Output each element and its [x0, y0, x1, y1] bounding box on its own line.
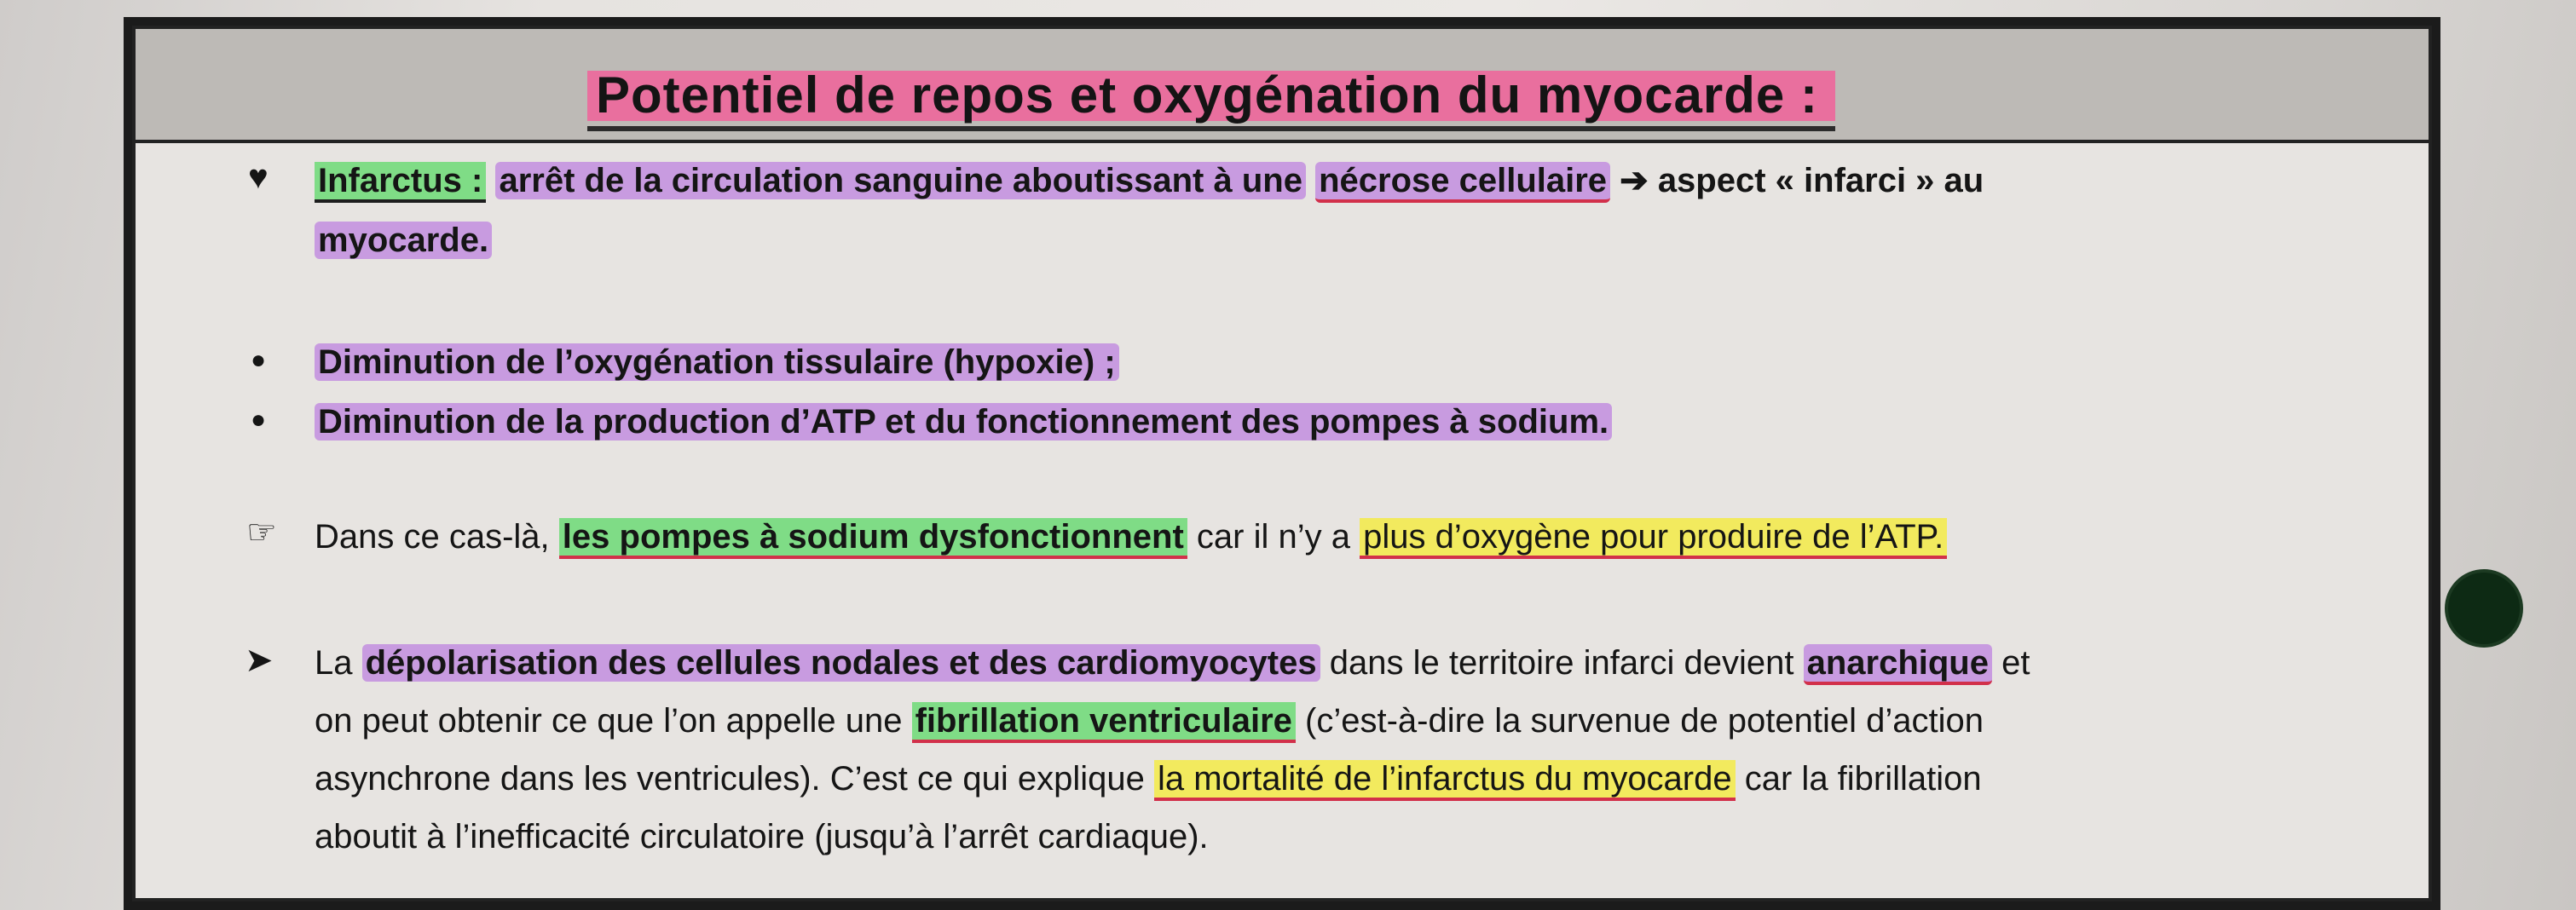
bullet-item-hypoxie	[315, 340, 1119, 384]
consequence-link: car il n’y a	[1196, 518, 1350, 556]
heart-bullet-icon: ♥	[248, 158, 269, 196]
text-segment: dans le territoire infarci devient	[1329, 644, 1794, 682]
bullet-text: Diminution de la production d’ATP et du fonctionnement des pompes à sodium.	[315, 403, 1612, 441]
infarctus-line-2	[315, 218, 492, 262]
page-title: Potentiel de repos et oxygénation du myocarde :	[587, 65, 1835, 131]
pompes-dysfonction: les pompes à sodium dysfonctionnent	[559, 518, 1187, 559]
infarctus-definition: arrêt de la circulation sanguine aboutissant à une	[495, 162, 1305, 199]
mortalite-term: la mortalité de l’infarctus du myocarde	[1154, 760, 1736, 801]
paragraph-line-1	[315, 641, 2030, 685]
consequence-intro: Dans ce cas-là,	[315, 518, 550, 556]
fibrillation-term: fibrillation ventriculaire	[912, 702, 1296, 743]
bullet-text: Diminution de l’oxygénation tissulaire (hypoxie) ;	[315, 343, 1119, 381]
anarchique-term: anarchique	[1804, 644, 1992, 685]
text-segment: (c’est-à-dire la survenue de potentiel d’action	[1305, 702, 1984, 740]
disc-bullet-icon: ●	[251, 406, 267, 434]
paragraph-line-4	[315, 815, 1209, 859]
arrow-icon: ➔	[1620, 162, 1649, 199]
paragraph-line-3	[315, 757, 1982, 801]
consequence-line	[315, 515, 1947, 559]
text-segment: et	[2001, 644, 2030, 682]
infarctus-continuation: myocarde.	[315, 222, 492, 259]
bullet-item-atp	[315, 400, 1612, 444]
text-segment: aboutit à l’inefficacité circulatoire (jusqu’à l’arrêt cardiaque).	[315, 818, 1209, 855]
disc-bullet-icon: ●	[251, 346, 267, 374]
necrose-term: nécrose cellulaire	[1315, 162, 1610, 203]
title-bar	[136, 29, 2429, 143]
note-box	[132, 26, 2432, 901]
text-segment: on peut obtenir ce que l’on appelle une	[315, 702, 903, 740]
hand-pointer-icon: ☞	[246, 514, 277, 551]
text-segment: La	[315, 644, 353, 682]
binder-hole-mark	[2448, 573, 2520, 644]
paragraph-line-2	[315, 699, 1984, 743]
text-segment: asynchrone dans les ventricules). C’est ce qui explique	[315, 760, 1145, 798]
depolarisation-term: dépolarisation des cellules nodales et des cardiomyocytes	[362, 644, 1320, 682]
oxygene-atp: plus d’oxygène pour produire de l’ATP.	[1360, 518, 1947, 559]
triangle-arrow-icon: ➤	[245, 642, 274, 679]
text-segment: car la fibrillation	[1744, 760, 1982, 798]
infarctus-line-1	[315, 158, 1984, 203]
infarctus-term: Infarctus :	[315, 162, 486, 203]
infarci-aspect: aspect « infarci » au	[1657, 162, 1984, 199]
